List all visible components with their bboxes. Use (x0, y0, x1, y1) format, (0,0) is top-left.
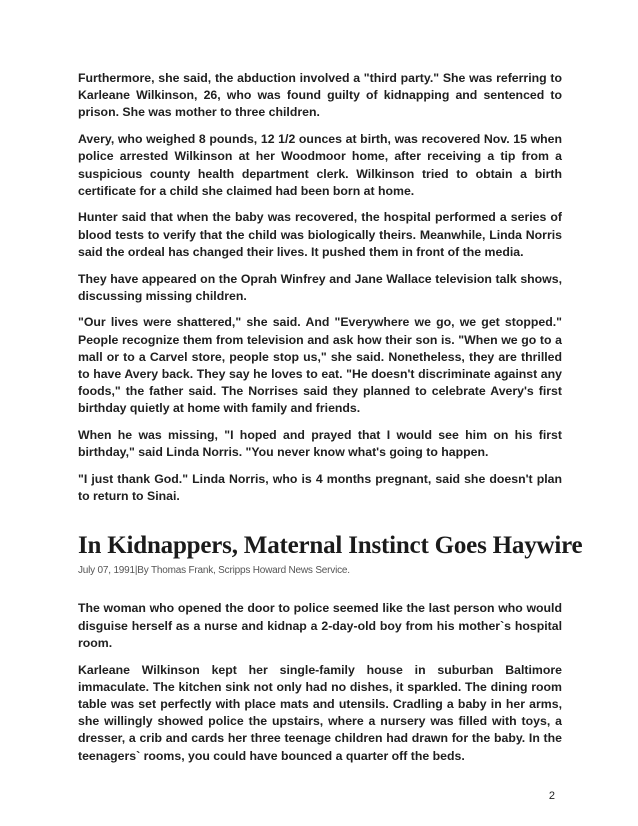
paragraph-third-party: Furthermore, she said, the abduction involved a "third party." She was referring to Karleane Wilkinson, 26, who was found guilty of kidnapping and sentenced to prison. She was mother to three children. (78, 71, 562, 120)
paragraph-first-birthday: When he was missing, "I hoped and prayed that I would see him on his first birthday," said Linda Norris. "You never know what's going to happen. (78, 428, 562, 460)
page-number: 2 (548, 790, 555, 802)
paragraph-avery-recovered: Avery, who weighed 8 pounds, 12 1/2 ounces at birth, was recovered Nov. 15 when police arrested Wilkinson at her Woodmoor home, after receiving a tip from a suspicious county health department clerk. Wilkinson tried to obtain a birth certificate for a child she claimed had been born at home. (78, 132, 562, 198)
article-paragraph-woman-door: The woman who opened the door to police seemed like the last person who would disguise herself as a nurse and kidnap a 2-day-old boy from his mother`s hospital room. (78, 601, 562, 650)
paragraph-talk-shows: They have appeared on the Oprah Winfrey and Jane Wallace television talk shows, discussing missing children. (78, 271, 562, 303)
document-page (78, 70, 583, 774)
paragraph-blood-tests: Hunter said that when the baby was recovered, the hospital performed a series of blood tests to verify that the child was biologically theirs. Meanwhile, Linda Norris said the ordeal has changed their lives. It pushed them in front of the media. (78, 210, 562, 259)
paragraph-thank-god: "I just thank God." Linda Norris, who is 4 months pregnant, said she doesn't plan to return to Sinai. (78, 472, 562, 504)
article-paragraph-wilkinson-house: Karleane Wilkinson kept her single-family house in suburban Baltimore immaculate. The kitchen sink not only had no dishes, it sparkled. The dining room table was set perfectly with place mats and utensils. Cradling a baby in her arms, she willingly showed police the upstairs, where a nursery was filled with toys, a dresser, a crib and cards her three teenage children had drawn for the baby. In the teenagers` rooms, you could have bounced a quarter off the beds. (78, 662, 562, 763)
article-byline: July 07, 1991|By Thomas Frank, Scripps Howard News Service. (78, 565, 350, 577)
paragraph-lives-shattered: "Our lives were shattered," she said. And "Everywhere we go, we get stopped." People recognize them from television and ask how their son is. "When we go to a mall or to a Carvel store, people stop us," she said. Nonetheless, they are thrilled to have Avery back. They say he loves to eat. "He doesn't discriminate against any foods," the father said. The Norrises said they planned to celebrate Avery's first birthday quietly at home with family and friends. (78, 315, 562, 416)
article-headline: In Kidnappers, Maternal Instinct Goes Haywire (78, 532, 583, 560)
